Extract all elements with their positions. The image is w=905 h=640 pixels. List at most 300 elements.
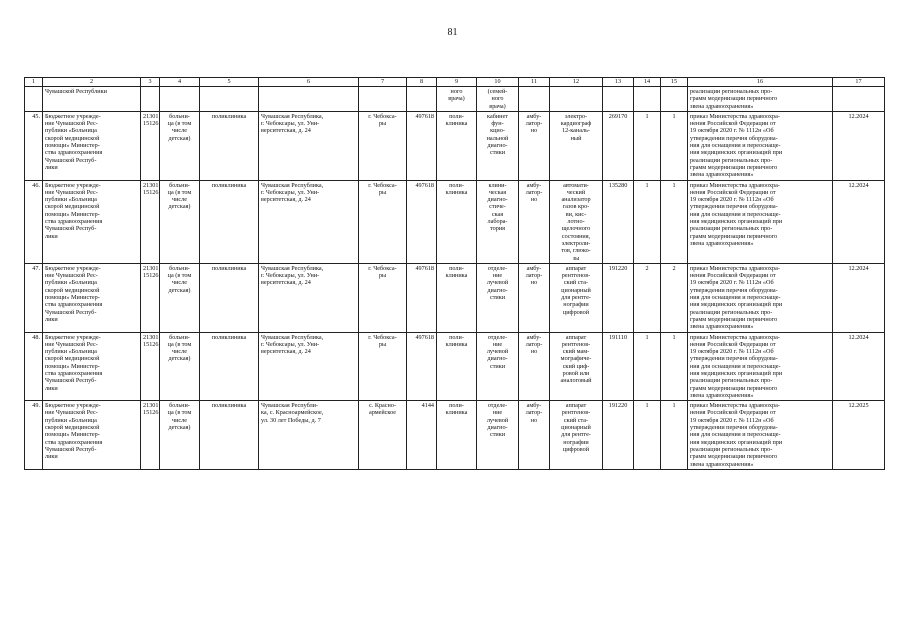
cell-equipment-line: газов кро-: [562, 203, 590, 211]
cell-org-line: Чувашской Респуб-: [45, 225, 97, 233]
cell-address-line: Чувашская Республика,: [261, 333, 324, 341]
cell-address-line: г. Чебоксары, ул. Уни-: [261, 272, 320, 280]
cell-unit-line: клиника: [445, 340, 468, 348]
cell-address-line: верситетская, д. 24: [261, 348, 311, 356]
cell-basis-line: нения Российской Федерации от: [690, 340, 776, 348]
cell-type-line: детская): [168, 286, 191, 294]
cell-room-line: ного: [491, 95, 504, 103]
cell-room-line: лучевой: [486, 348, 509, 356]
cell-type-line: числе: [171, 416, 187, 424]
cell-org-line: Чувашской Респуб-: [45, 308, 97, 316]
cell-type-line: числе: [171, 127, 187, 135]
cell-room-line: диагно-: [487, 142, 508, 150]
cell-org-line: публики «Больница: [45, 127, 97, 135]
cell-city-line: армейское: [368, 409, 397, 417]
cell-unit: [437, 332, 477, 401]
cell-code-line: 21301: [143, 402, 159, 410]
cell-qty2: [661, 332, 688, 401]
cell-type-line: числе: [171, 348, 187, 356]
cell-address-line: Чувашская Республи-: [261, 402, 319, 410]
cell-type-line: больни-: [169, 181, 190, 189]
cell-org-line: Бюджетное учрежде-: [45, 333, 101, 341]
cell-basis: [688, 180, 833, 263]
cell-type-line: ца (в том: [167, 340, 192, 348]
cell-room-line: ние: [492, 272, 503, 280]
cell-equipment-line: рентгенов-: [561, 340, 591, 348]
column-number-15: 15: [661, 78, 688, 87]
cell-date-line: 12.2024: [848, 264, 869, 272]
cell-date: [833, 263, 885, 332]
cell-room-line: лучевой: [486, 279, 509, 287]
cell-type: [160, 263, 200, 332]
cell-org-line: лики: [45, 232, 58, 240]
cell-mode: [519, 180, 550, 263]
cell-type-line: числе: [171, 279, 187, 287]
cell-qty1: [634, 180, 661, 263]
cell-type-line: детская): [168, 134, 191, 142]
cell-qty1-line: 1: [645, 333, 649, 341]
cell-address-line: ка, с. Красноармейское,: [261, 409, 324, 417]
cell-room-line: стиче-: [489, 203, 506, 211]
cell-org-line: ства здравоохранения: [45, 369, 103, 377]
cell-postcode: [407, 332, 437, 401]
cell-qty1: [634, 111, 661, 180]
column-number-13: 13: [603, 78, 634, 87]
column-number-16: 16: [688, 78, 833, 87]
cell-org-line: Бюджетное учрежде-: [45, 181, 101, 189]
cell-subtype-line: поликлиника: [211, 402, 247, 410]
cell-room-line: диагно-: [487, 424, 508, 432]
column-number-8: 8: [407, 78, 437, 87]
cell-basis-line: утверждении перечня оборудова-: [690, 286, 778, 294]
cell-room-line: нальной: [486, 134, 509, 142]
cell-basis-line: приказ Министерства здравоохра-: [690, 402, 780, 410]
table-row-continuation: [25, 87, 885, 112]
cell-qty2-line: 2: [672, 264, 676, 272]
cell-code: [141, 87, 160, 112]
cell-equipment-line: ровой или: [562, 369, 590, 377]
cell-address-line: ул. 30 лет Победы, д. 7: [261, 416, 321, 424]
cell-basis-line: нения Российской Федерации от: [690, 120, 776, 128]
cell-org-line: ние Чувашской Рес-: [45, 340, 98, 348]
cell-address-line: г. Чебоксары, ул. Уни-: [261, 340, 320, 348]
cell-city: [359, 111, 407, 180]
cell-type-line: ца (в том: [167, 188, 192, 196]
cell-equipment-line: нографии: [563, 301, 589, 309]
cell-room: [477, 332, 519, 401]
cell-type-line: ца (в том: [167, 409, 192, 417]
cell-mode-line: амбу-: [526, 112, 542, 120]
cell-date-line: 12.2024: [848, 181, 869, 189]
cell-code: [141, 332, 160, 401]
cell-org-line: помощи» Министер-: [45, 294, 100, 302]
cell-num: [25, 87, 43, 112]
cell-org-line: помощи» Министер-: [45, 210, 100, 218]
equipment-table: [24, 77, 885, 470]
cell-num: 47.: [25, 263, 43, 332]
cell-basis-line: ния для оснащения и переоснаще-: [690, 431, 781, 439]
cell-mode: [519, 401, 550, 470]
cell-qty1: [634, 401, 661, 470]
cell-equipment-line: щелочного: [561, 225, 591, 233]
cell-qty1: [634, 87, 661, 112]
cell-type-line: детская): [168, 203, 191, 211]
cell-unit-line: поли-: [449, 181, 464, 189]
cell-date: [833, 332, 885, 401]
cell-org-line: скорой медицинской: [45, 203, 100, 211]
cell-address: [259, 180, 359, 263]
cell-equip-code-line: 191220: [608, 264, 628, 272]
cell-code-line: 15126: [143, 340, 159, 348]
cell-basis-line: ния медицинских организаций при: [690, 438, 783, 446]
cell-equipment-line: кардиограф: [560, 120, 592, 128]
cell-org-line: лики: [45, 163, 58, 171]
cell-equip-code: [603, 263, 634, 332]
cell-qty2: [661, 87, 688, 112]
cell-equipment: [550, 87, 603, 112]
cell-unit-line: поли-: [449, 264, 464, 272]
cell-mode-line: латор-: [525, 409, 543, 417]
cell-equip-code-line: 191110: [608, 333, 628, 341]
cell-equipment-line: состояния,: [561, 232, 591, 240]
cell-unit-line: поли-: [449, 112, 464, 120]
cell-num: 48.: [25, 332, 43, 401]
cell-basis-line: 19 октября 2020 г. № 1112н «Об: [690, 279, 774, 287]
cell-date: [833, 401, 885, 470]
cell-city: [359, 180, 407, 263]
cell-mode-line: но: [530, 279, 538, 287]
cell-unit-line: клиника: [445, 188, 468, 196]
cell-basis-line: звена здравоохранения»: [690, 171, 754, 179]
cell-code-line: 21301: [143, 112, 159, 120]
cell-org-line: скорой медицинской: [45, 355, 100, 363]
cell-qty1: [634, 263, 661, 332]
cell-room: [477, 401, 519, 470]
cell-basis-line: утверждении перечня оборудова-: [690, 355, 778, 363]
cell-qty1: [634, 332, 661, 401]
cell-qty1-line: 1: [645, 112, 649, 120]
cell-type: [160, 332, 200, 401]
cell-org-line: Бюджетное учрежде-: [45, 402, 101, 410]
cell-org-line: скорой медицинской: [45, 424, 100, 432]
cell-room-line: диагно-: [487, 196, 508, 204]
cell-equipment: [550, 401, 603, 470]
cell-type-line: детская): [168, 424, 191, 432]
cell-room-line: клини-: [488, 181, 507, 189]
cell-subtype-line: поликлиника: [211, 264, 247, 272]
column-number-header: [25, 78, 885, 87]
cell-qty2: [661, 180, 688, 263]
cell-equipment-line: нографии: [563, 438, 589, 446]
cell-postcode: [407, 180, 437, 263]
cell-org-line: публики «Больница: [45, 416, 97, 424]
cell-basis-line: реализации региональных про-: [690, 225, 773, 233]
cell-address-line: г. Чебоксары, ул. Уни-: [261, 188, 320, 196]
cell-num: 45.: [25, 111, 43, 180]
cell-qty2: [661, 263, 688, 332]
cell-room-line: отделе-: [487, 402, 508, 410]
cell-subtype: [200, 87, 259, 112]
cell-city-line: г. Чебокса-: [368, 264, 397, 272]
page-number: 81: [447, 27, 458, 38]
cell-type-line: больни-: [169, 112, 190, 120]
cell-date: [833, 180, 885, 263]
cell-qty2-line: 1: [672, 112, 676, 120]
cell-basis-line: ния медицинских организаций при: [690, 301, 783, 309]
cell-org: [43, 332, 141, 401]
cell-address: [259, 332, 359, 401]
cell-equipment-line: электроли-: [561, 239, 591, 247]
cell-basis-line: приказ Министерства здравоохра-: [690, 333, 780, 341]
cell-org-line: Чувашской Республики: [45, 88, 107, 95]
cell-city-line: г. Чебокса-: [368, 333, 397, 341]
cell-equipment-line: зы: [572, 254, 580, 262]
cell-qty2-line: 1: [672, 181, 676, 189]
cell-city: [359, 332, 407, 401]
cell-mode-line: амбу-: [526, 333, 542, 341]
cell-address: [259, 263, 359, 332]
cell-mode-line: латор-: [525, 340, 543, 348]
cell-basis-line: звена здравоохранения»: [690, 102, 754, 110]
column-number-2: 2: [43, 78, 141, 87]
cell-qty2: [661, 111, 688, 180]
cell-basis-line: грамм модернизации первичного: [690, 453, 778, 461]
cell-type: [160, 180, 200, 263]
cell-org-line: ние Чувашской Рес-: [45, 272, 98, 280]
cell-mode-line: но: [530, 416, 538, 424]
cell-mode-line: латор-: [525, 272, 543, 280]
cell-unit: [437, 401, 477, 470]
cell-room: [477, 263, 519, 332]
cell-code-line: 15126: [143, 120, 159, 128]
cell-address: [259, 111, 359, 180]
cell-org: [43, 111, 141, 180]
cell-org-line: скорой медицинской: [45, 286, 100, 294]
cell-address-line: верситетская, д. 24: [261, 127, 311, 135]
cell-city-line: г. Чебокса-: [368, 112, 397, 120]
cell-postcode: [407, 401, 437, 470]
cell-unit-line: клиника: [445, 120, 468, 128]
cell-org-line: Бюджетное учрежде-: [45, 112, 101, 120]
cell-room: [477, 87, 519, 112]
cell-basis-line: приказ Министерства здравоохра-: [690, 181, 780, 189]
cell-unit-line: клиника: [445, 272, 468, 280]
cell-org-line: публики «Больница: [45, 348, 97, 356]
cell-equipment-line: для рентге-: [561, 431, 591, 439]
cell-equipment-line: рентгенов-: [561, 272, 591, 280]
cell-room-line: фун-: [491, 120, 504, 128]
cell-subtype-line: поликлиника: [211, 333, 247, 341]
cell-basis-line: реализации региональных про-: [690, 156, 773, 164]
cell-date-line: 12.2024: [848, 112, 869, 120]
table-row: [25, 111, 885, 180]
cell-subtype: [200, 332, 259, 401]
cell-code-line: 15126: [143, 188, 159, 196]
cell-city-line: ры: [378, 272, 387, 280]
column-number-1: 1: [25, 78, 43, 87]
cell-mode-line: латор-: [525, 120, 543, 128]
cell-room-line: ческая: [488, 188, 507, 196]
cell-room-line: тория: [490, 225, 505, 233]
cell-org: [43, 401, 141, 470]
cell-basis-line: грамм модернизации первичного: [690, 384, 778, 392]
column-number-10: 10: [477, 78, 519, 87]
column-number-3: 3: [141, 78, 160, 87]
cell-mode-line: амбу-: [526, 402, 542, 410]
cell-room-line: стики: [489, 431, 506, 439]
cell-basis-line: реализации региональных про-: [690, 88, 773, 95]
cell-mode-line: латор-: [525, 188, 543, 196]
cell-org-line: ства здравоохранения: [45, 301, 103, 309]
cell-basis: [688, 332, 833, 401]
cell-date-line: 12.2025: [848, 402, 869, 410]
cell-basis: [688, 87, 833, 112]
cell-org-line: помощи» Министер-: [45, 142, 100, 150]
cell-unit-line: поли-: [449, 333, 464, 341]
cell-equipment-line: ский ста-: [563, 416, 589, 424]
cell-basis-line: ния медицинских организаций при: [690, 218, 783, 226]
cell-basis-line: утверждении перечня оборудова-: [690, 203, 778, 211]
cell-equipment: [550, 180, 603, 263]
cell-postcode: [407, 263, 437, 332]
cell-room-line: (семей-: [487, 88, 508, 95]
column-number-9: 9: [437, 78, 477, 87]
cell-equip-code: [603, 180, 634, 263]
cell-mode: [519, 111, 550, 180]
cell-basis-line: нения Российской Федерации от: [690, 188, 776, 196]
cell-basis: [688, 401, 833, 470]
cell-mode: [519, 87, 550, 112]
column-number-11: 11: [519, 78, 550, 87]
cell-address-line: Чувашская Республика,: [261, 112, 324, 120]
cell-unit: [437, 263, 477, 332]
cell-basis-line: грамм модернизации первичного: [690, 95, 778, 103]
cell-basis-line: реализации региональных про-: [690, 308, 773, 316]
cell-room-line: лучевой: [486, 416, 509, 424]
cell-basis-line: утверждении перечня оборудова-: [690, 134, 778, 142]
cell-equipment-line: ви, кис-: [565, 210, 587, 218]
cell-equipment-line: ский мам-: [562, 348, 590, 356]
cell-subtype: [200, 111, 259, 180]
cell-unit: [437, 87, 477, 112]
table-row: [25, 332, 885, 401]
table-row: [25, 263, 885, 332]
cell-room-line: стики: [489, 362, 506, 370]
cell-type: [160, 401, 200, 470]
cell-room: [477, 111, 519, 180]
cell-equipment-line: аппарат: [565, 333, 587, 341]
cell-num: 46.: [25, 180, 43, 263]
cell-equipment-line: 12-каналь-: [562, 127, 590, 135]
column-number-7: 7: [359, 78, 407, 87]
cell-subtype: [200, 401, 259, 470]
cell-type-line: больни-: [169, 402, 190, 410]
cell-equip-code: [603, 332, 634, 401]
cell-room-line: отделе-: [487, 264, 508, 272]
cell-type-line: ца (в том: [167, 120, 192, 128]
cell-equipment-line: электро-: [564, 112, 588, 120]
cell-mode: [519, 263, 550, 332]
cell-postcode-line: 497618: [415, 264, 434, 272]
cell-room-line: кцио-: [490, 127, 505, 135]
cell-address: [259, 87, 359, 112]
cell-equipment-line: лотно-: [567, 218, 585, 226]
column-number-12: 12: [550, 78, 603, 87]
cell-basis-line: приказ Министерства здравоохра-: [690, 112, 780, 120]
cell-city-line: г. Чебокса-: [368, 181, 397, 189]
cell-basis-line: 19 октября 2020 г. № 1112н «Об: [690, 416, 774, 424]
cell-basis-line: ния для оснащения и переоснаще-: [690, 210, 781, 218]
cell-address-line: Чувашская Республика,: [261, 181, 324, 189]
cell-basis: [688, 263, 833, 332]
cell-basis-line: приказ Министерства здравоохра-: [690, 264, 780, 272]
cell-code: [141, 401, 160, 470]
cell-basis-line: грамм модернизации первичного: [690, 315, 778, 323]
cell-type: [160, 87, 200, 112]
cell-basis-line: утверждении перечня оборудова-: [690, 424, 778, 432]
cell-equipment: [550, 263, 603, 332]
column-number-4: 4: [160, 78, 200, 87]
cell-org-line: ние Чувашской Рес-: [45, 409, 98, 417]
cell-basis-line: звена здравоохранения»: [690, 391, 754, 399]
cell-room-line: отделе-: [487, 333, 508, 341]
cell-basis-line: реализации региональных про-: [690, 377, 773, 385]
cell-date: [833, 87, 885, 112]
cell-mode-line: но: [530, 348, 538, 356]
cell-basis-line: 19 октября 2020 г. № 1112н «Об: [690, 196, 774, 204]
cell-equipment: [550, 111, 603, 180]
cell-org-line: ства здравоохранения: [45, 149, 103, 157]
cell-equipment-line: ский циф-: [562, 362, 590, 370]
cell-type-line: больни-: [169, 264, 190, 272]
cell-postcode-line: 497618: [415, 181, 434, 189]
cell-code-line: 15126: [143, 409, 159, 417]
cell-equipment-line: анализатор: [561, 196, 591, 204]
table-body: [25, 78, 885, 470]
cell-org-line: помощи» Министер-: [45, 362, 100, 370]
cell-basis-line: 19 октября 2020 г. № 1112н «Об: [690, 348, 774, 356]
cell-code: [141, 111, 160, 180]
cell-mode-line: но: [530, 196, 538, 204]
cell-address-line: г. Чебоксары, ул. Уни-: [261, 120, 320, 128]
cell-room-line: кабинет: [487, 112, 508, 120]
cell-equipment-line: для рентге-: [561, 294, 591, 302]
cell-mode-line: но: [530, 127, 538, 135]
cell-mode: [519, 332, 550, 401]
cell-org-line: Чувашской Респуб-: [45, 445, 97, 453]
cell-type-line: числе: [171, 196, 187, 204]
cell-equipment-line: ный: [570, 134, 582, 142]
cell-org-line: скорой медицинской: [45, 134, 100, 142]
cell-equip-code-line: 191220: [608, 402, 628, 410]
cell-subtype: [200, 263, 259, 332]
cell-equipment-line: тов, глюко-: [561, 247, 591, 255]
table-row: [25, 180, 885, 263]
cell-org: [43, 87, 141, 112]
cell-postcode-line: 497618: [415, 112, 434, 120]
cell-subtype-line: поликлиника: [211, 112, 247, 120]
column-number-5: 5: [200, 78, 259, 87]
cell-basis-line: звена здравоохранения»: [690, 239, 754, 247]
cell-org-line: ние Чувашской Рес-: [45, 120, 98, 128]
cell-equipment-line: цифровой: [562, 308, 590, 316]
cell-basis-line: ния для оснащения и переоснаще-: [690, 362, 781, 370]
cell-equipment-line: рентгенов-: [561, 409, 591, 417]
cell-org-line: лики: [45, 453, 58, 461]
cell-equipment-line: мографиче-: [560, 355, 592, 363]
cell-unit-line: ного: [450, 88, 463, 95]
cell-room-line: ская: [491, 210, 504, 218]
